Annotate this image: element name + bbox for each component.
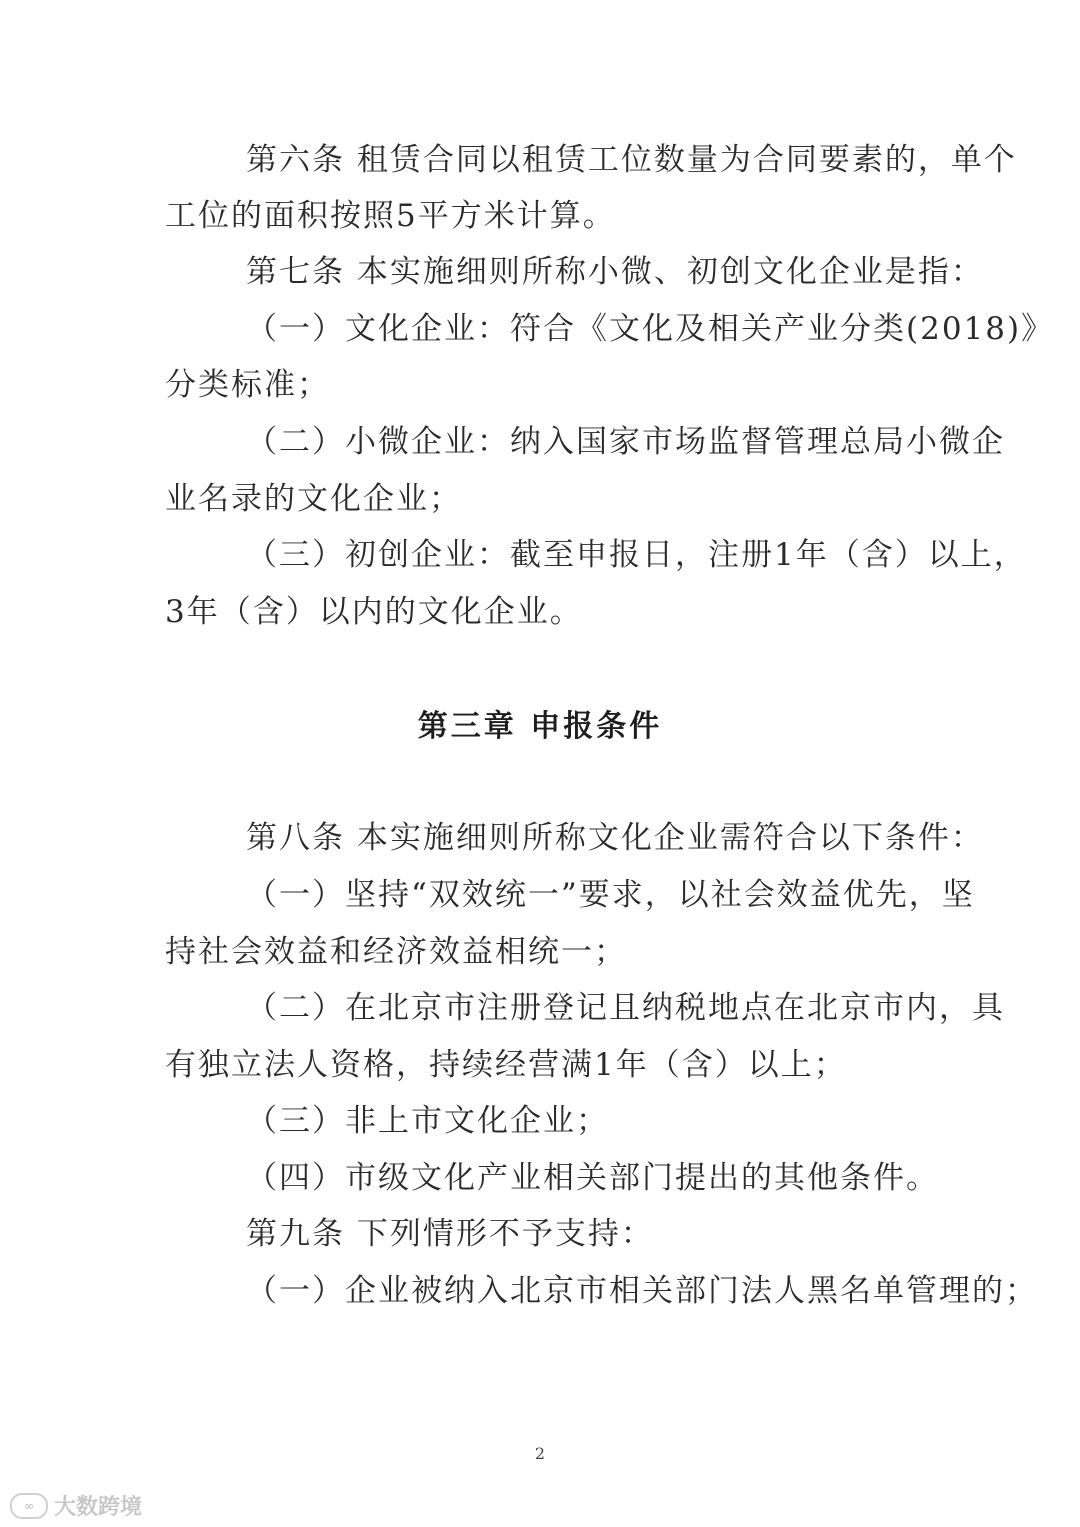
article-8-item-4: （四）市级文化产业相关部门提出的其他条件。 (246, 1160, 939, 1196)
article-7-item-3-line-1: （三）初创企业：截至申报日，注册1年（含）以上， (246, 537, 1027, 573)
page-number: 2 (534, 1444, 546, 1463)
article-8-item-3: （三）非上市文化企业； (246, 1103, 609, 1139)
article-8-item-2-line-1: （二）在北京市注册登记且纳税地点在北京市内，具 (246, 990, 1005, 1026)
article-7-line-1: 第七条 本实施细则所称小微、初创文化企业是指： (246, 254, 984, 290)
article-8-item-1-line-1: （一）坚持“双效统一”要求，以社会效益优先，坚 (246, 877, 975, 913)
watermark-text: 大数跨境 (54, 1495, 143, 1520)
watermark (10, 1490, 142, 1521)
article-7-item-1-line-1: （一）文化企业：符合《文化及相关产业分类(2018)》 (246, 311, 1055, 347)
chapter-heading: 第三章 申报条件 (417, 709, 663, 744)
article-9-item-1: （一）企业被纳入北京市相关部门法人黑名单管理的； (246, 1273, 1038, 1309)
article-9-line-1: 第九条 下列情形不予支持： (246, 1216, 654, 1252)
article-7-item-2-line-1: （二）小微企业：纳入国家市场监督管理总局小微企 (246, 424, 1005, 460)
article-7-item-1-line-2: 分类标准； (165, 367, 330, 403)
article-7-item-2-line-2: 业名录的文化企业； (165, 481, 462, 517)
article-8-item-2-line-2: 有独立法人资格，持续经营满1年（含）以上； (165, 1047, 847, 1083)
watermark-logo-icon: ∞ (10, 1493, 48, 1519)
article-8-item-1-line-2: 持社会效益和经济效益相统一； (165, 934, 627, 970)
article-7-item-3-line-2: 3年（含）以内的文化企业。 (165, 594, 583, 630)
article-8-line-1: 第八条 本实施细则所称文化企业需符合以下条件： (246, 820, 984, 856)
article-6-line-1: 第六条 租赁合同以租赁工位数量为合同要素的，单个 (246, 142, 1017, 178)
article-6-line-2: 工位的面积按照5平方米计算。 (165, 198, 616, 234)
